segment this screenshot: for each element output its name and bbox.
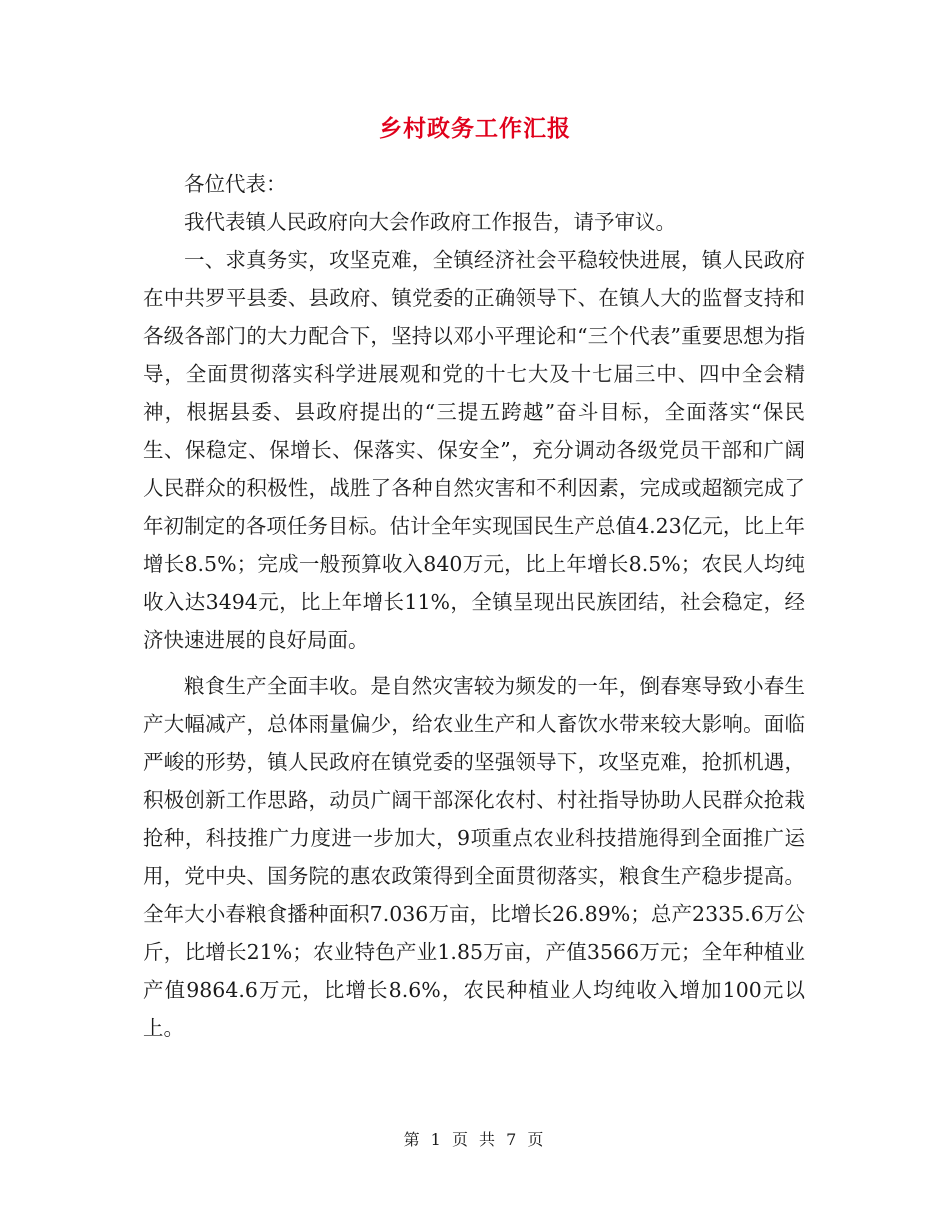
document-title: 乡村政务工作汇报	[379, 116, 571, 142]
page-number-footer: 第 1 页 共 7 页	[403, 1130, 547, 1149]
grain-production-paragraph: 粮食生产全面丰收。是自然灾害较为频发的一年，倒春寒导致小春生产大幅减产，总体雨量偏少，给农业生产和人畜饮水带来较大影响。面临严峻的形势，镇人民政府在镇党委的坚强领导下，攻坚克难，抢抓机遇，积极创新工作思路，动员广阔干部深化农村、村社指导协助人民群众抢栽抢种，科技推广力度进一步加大，9项重点农业科技措施得到全面推广运用，党中央、国务院的惠农政策得到全面贯彻落实，粮食生产稳步提高。全年大小春粮食播种面积7.036万亩，比增长26.89%；总产2335.6万公斤，比增长21%；农业特色产业1.85万亩，产值3566万元；全年种植业产值9864.6万元，比增长8.6%，农民种植业人均纯收入增加100元以上。	[143, 674, 805, 1040]
document-body	[143, 165, 805, 1047]
salutation-paragraph: 各位代表：	[184, 172, 287, 196]
summary-paragraph: 一、求真务实，攻坚克难，全镇经济社会平稳较快进展，镇人民政府在中共罗平县委、县政府、镇党委的正确领导下、在镇人大的监督支持和各级各部门的大力配合下，坚持以邓小平理论和“三个代表”重要思想为指导，全面贯彻落实科学进展观和党的十七大及十七届三中、四中全会精神，根据县委、县政府提出的“三提五跨越”奋斗目标，全面落实“保民生、保稳定、保增长、保落实、保安全”，充分调动各级党员干部和广阔人民群众的积极性，战胜了各种自然灾害和不利因素，完成或超额完成了年初制定的各项任务目标。估计全年实现国民生产总值4.23亿元，比上年增长8.5%；完成一般预算收入840万元，比上年增长8.5%；农民人均纯收入达3494元，比上年增长11%，全镇呈现出民族团结，社会稳定，经济快速进展的良好局面。	[143, 248, 805, 652]
intro-paragraph: 我代表镇人民政府向大会作政府工作报告，请予审议。	[184, 210, 676, 234]
